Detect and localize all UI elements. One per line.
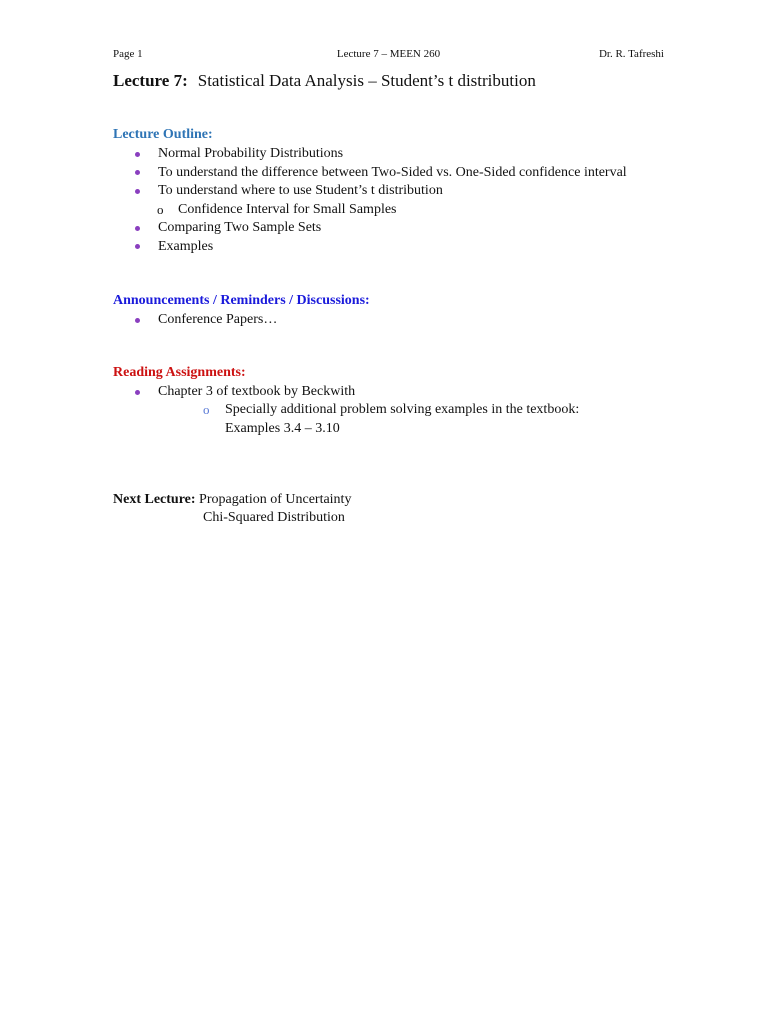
sub-bullet-icon: o <box>157 201 164 217</box>
bullet-icon <box>135 170 140 175</box>
bullet-icon <box>135 318 140 323</box>
reading-heading: Reading Assignments: <box>113 365 246 380</box>
sub-bullet-icon: o <box>203 402 210 417</box>
author-name: Dr. R. Tafreshi <box>598 48 664 60</box>
bullet-icon <box>135 244 140 249</box>
bullet-icon <box>135 152 140 157</box>
lecture-title-text: Statistical Data Analysis – Student’s t distribution <box>197 71 536 90</box>
next-lecture-label: Next Lecture: <box>113 492 196 507</box>
outline-list <box>133 145 627 257</box>
list-item: Normal Probability Distributions <box>133 145 627 164</box>
running-header <box>113 46 664 62</box>
bullet-icon <box>135 189 140 194</box>
outline-heading: Lecture Outline: <box>113 127 213 142</box>
course-label: Lecture 7 – MEEN 260 <box>336 48 441 60</box>
bullet-icon <box>135 226 140 231</box>
lecture-title <box>113 70 536 92</box>
lecture-title-label: Lecture 7: <box>113 71 188 90</box>
list-item: Examples <box>133 238 627 257</box>
announcements-heading: Announcements / Reminders / Discussions: <box>113 293 370 308</box>
sub-list-item: o Confidence Interval for Small Samples <box>133 201 627 220</box>
announcements-list <box>133 311 277 330</box>
page-number: Page 1 <box>113 48 143 60</box>
next-lecture-topic-2: Chi-Squared Distribution <box>203 510 345 525</box>
next-lecture-topic-1: Propagation of Uncertainty <box>199 492 352 507</box>
list-item: Chapter 3 of textbook by Beckwith <box>133 383 355 402</box>
reading-list <box>133 383 355 402</box>
list-item: Comparing Two Sample Sets <box>133 219 627 238</box>
next-lecture <box>113 491 351 509</box>
list-item: To understand where to use Student’s t distribution <box>133 182 627 201</box>
reading-sub-item-line1: Specially additional problem solving examples in the textbook: <box>225 402 580 417</box>
list-item: Conference Papers… <box>133 311 277 330</box>
reading-sub-item-line2: Examples 3.4 – 3.10 <box>225 421 340 436</box>
list-item: To understand the difference between Two-Sided vs. One-Sided confidence interval <box>133 164 627 183</box>
bullet-icon <box>135 390 140 395</box>
